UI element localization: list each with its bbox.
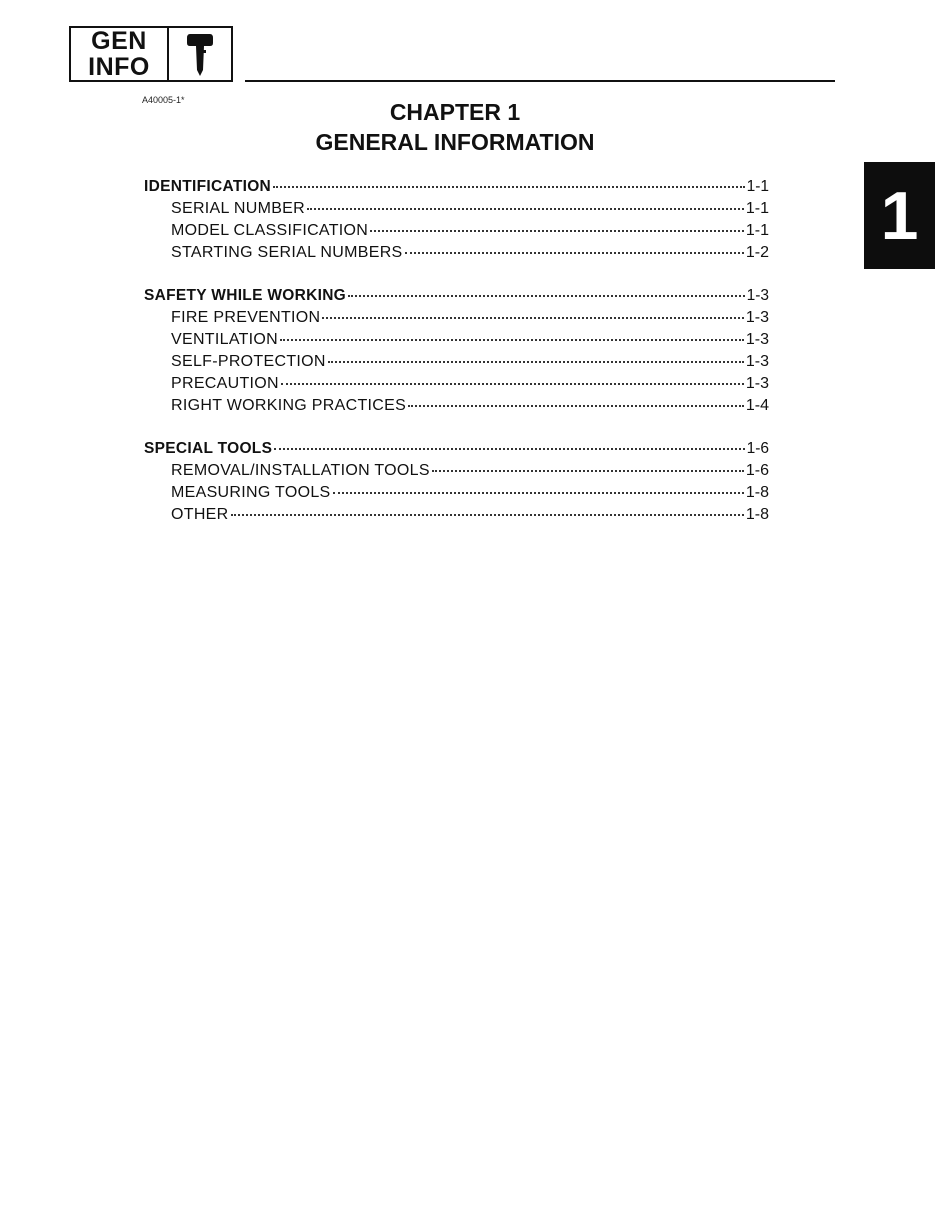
toc-page-number: 1-6 xyxy=(746,440,769,457)
dot-leader xyxy=(281,383,744,385)
dot-leader xyxy=(280,339,744,341)
toc-item-title: MEASURING TOOLS xyxy=(171,484,331,501)
toc-heading-title: SAFETY WHILE WORKING xyxy=(144,287,347,304)
dot-leader xyxy=(231,514,744,516)
dot-leader xyxy=(333,492,744,494)
toc-item[interactable] xyxy=(144,309,769,331)
toc-heading[interactable] xyxy=(144,178,769,200)
toc-item[interactable] xyxy=(144,375,769,397)
toc-page-number: 1-3 xyxy=(745,353,769,370)
toc-page-number: 1-3 xyxy=(745,375,769,392)
dot-leader xyxy=(307,208,744,210)
toc-page-number: 1-2 xyxy=(745,244,769,261)
toc-heading-title: SPECIAL TOOLS xyxy=(144,440,273,457)
toc-heading[interactable] xyxy=(144,287,769,309)
toc-item-title: STARTING SERIAL NUMBERS xyxy=(171,244,403,261)
table-of-contents xyxy=(144,178,769,549)
toc-page-number: 1-3 xyxy=(746,287,769,304)
toc-page-number: 1-6 xyxy=(745,462,769,479)
dot-leader xyxy=(408,405,744,407)
dot-leader xyxy=(405,252,744,254)
toc-item[interactable] xyxy=(144,222,769,244)
outboard-motor-icon xyxy=(169,28,231,80)
toc-item[interactable] xyxy=(144,462,769,484)
chapter-title: GENERAL INFORMATION xyxy=(315,129,595,155)
toc-item-title: VENTILATION xyxy=(171,331,279,348)
toc-page-number: 1-1 xyxy=(745,222,769,239)
toc-section xyxy=(144,178,769,266)
toc-page-number: 1-3 xyxy=(745,331,769,348)
toc-item-title: REMOVAL/INSTALLATION TOOLS xyxy=(171,462,430,479)
toc-item-title: RIGHT WORKING PRACTICES xyxy=(171,397,407,414)
toc-item-title: MODEL CLASSIFICATION xyxy=(171,222,369,239)
header-rule xyxy=(245,80,835,82)
toc-page-number: 1-1 xyxy=(746,178,769,195)
chapter-number: CHAPTER 1 xyxy=(389,99,521,125)
dot-leader xyxy=(273,186,745,188)
toc-item[interactable] xyxy=(144,200,769,222)
toc-item[interactable] xyxy=(144,397,769,419)
toc-item-title: FIRE PREVENTION xyxy=(171,309,321,326)
toc-item-title: SERIAL NUMBER xyxy=(171,200,306,217)
toc-item[interactable] xyxy=(144,244,769,266)
toc-item[interactable] xyxy=(144,353,769,375)
toc-item-title: PRECAUTION xyxy=(171,375,279,392)
toc-heading-title: IDENTIFICATION xyxy=(144,178,272,195)
dot-leader xyxy=(370,230,744,232)
section-label-line1: GEN xyxy=(91,27,147,55)
dot-leader xyxy=(432,470,744,472)
dot-leader xyxy=(348,295,745,297)
toc-page-number: 1-4 xyxy=(745,397,769,414)
dot-leader xyxy=(328,361,744,363)
chapter-tab: 1 xyxy=(864,162,935,269)
toc-heading[interactable] xyxy=(144,440,769,462)
document-code: A40005-1* xyxy=(142,95,185,105)
toc-page-number: 1-8 xyxy=(745,484,769,501)
dot-leader xyxy=(274,448,744,450)
toc-page-number: 1-1 xyxy=(745,200,769,217)
toc-section xyxy=(144,440,769,528)
toc-page-number: 1-8 xyxy=(745,506,769,523)
toc-item[interactable] xyxy=(144,331,769,353)
section-label-line2: INFO xyxy=(88,53,150,81)
section-label xyxy=(71,28,169,80)
section-header-box xyxy=(69,26,233,82)
toc-section xyxy=(144,287,769,419)
toc-page-number: 1-3 xyxy=(745,309,769,326)
toc-item-title: OTHER xyxy=(171,506,229,523)
toc-item[interactable] xyxy=(144,506,769,528)
dot-leader xyxy=(322,317,743,319)
toc-item[interactable] xyxy=(144,484,769,506)
toc-item-title: SELF-PROTECTION xyxy=(171,353,326,370)
